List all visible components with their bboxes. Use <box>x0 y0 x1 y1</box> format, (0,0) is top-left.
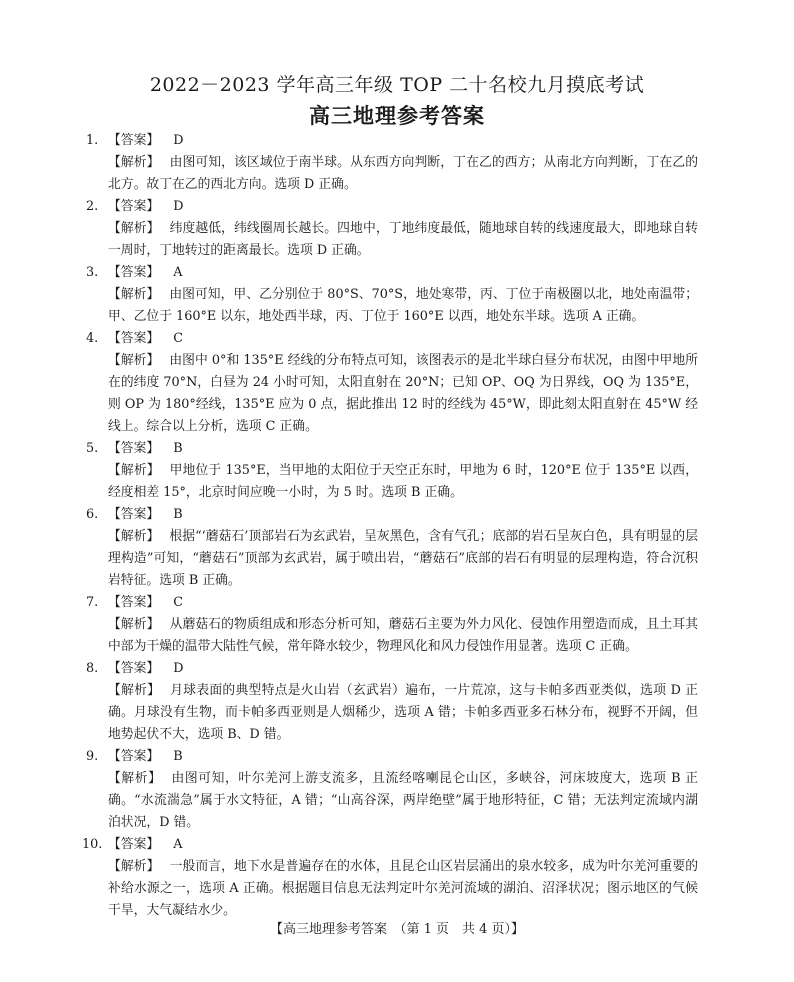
question-item <box>86 658 698 746</box>
explanation-text: 从蘑菇石的物质组成和形态分析可知，蘑菇石主要为外力风化、侵蚀作用塑造而成，且土耳其中部为干燥的温带大陆性气候，常年降水较少，物理风化和风力侵蚀作用显著。选项 C 正确。 <box>108 617 699 654</box>
explanation <box>108 284 698 328</box>
answer-line <box>86 196 698 218</box>
exam-title: 2022－2023 学年高三年级 TOP 二十名校九月摸底考试 <box>149 74 645 96</box>
answer-choice: C <box>173 595 183 610</box>
explanation-text: 由图可知，叶尔羌河上游支流多，且流经喀喇昆仑山区，多峡谷，河床坡度大，选项 B 正确。“水流湍急”属于水文特征，A 错；“山高谷深，两岸绝壁”属于地形特征，C 错；无法判定流域内湖泊状况，D 错。 <box>108 771 698 830</box>
answer-tag: 【答案】 <box>108 441 160 456</box>
explanation <box>108 460 698 504</box>
question-item <box>86 130 699 196</box>
question-number: 4. <box>86 331 99 346</box>
page-header <box>0 72 794 131</box>
question-item <box>86 592 699 658</box>
explain-tag: 【解析】 <box>108 287 160 302</box>
explanation-text: 月球表面的典型特点是火山岩（玄武岩）遍布，一片荒凉，这与卡帕多西亚类似，选项 D 正确。月球没有生物，而卡帕多西亚则是人烟稀少，选项 A 错；卡帕多西亚多石林分布，视野不开阔，但地势起伏不大，选项 B、D 错。 <box>108 683 698 742</box>
question-item <box>86 328 698 438</box>
answer-line <box>86 504 698 526</box>
question-number: 2. <box>86 199 99 214</box>
explain-tag: 【解析】 <box>108 529 160 544</box>
answer-tag: 【答案】 <box>108 749 160 764</box>
explanation <box>108 614 698 658</box>
answer-tag: 【答案】 <box>108 133 160 148</box>
explanation <box>108 152 698 196</box>
page-footer: 【高三地理参考答案 （第 1 页 共 4 页）】 <box>269 922 525 937</box>
answer-tag: 【答案】 <box>108 595 160 610</box>
explanation <box>108 218 698 262</box>
question-item <box>82 834 699 922</box>
answer-line <box>86 130 698 152</box>
question-number: 5. <box>86 441 99 456</box>
explanation-text: 由图可知，甲、乙分别位于 80°S、70°S，地处寒带，丙、丁位于南极圈以北，地处南温带；甲、乙位于 160°E 以东，地处西半球，丙、丁位于 160°E 以西，地处东半球。选项 A 正确。 <box>108 287 699 324</box>
question-item <box>86 438 699 504</box>
explanation <box>108 350 698 438</box>
answer-choice: A <box>173 265 183 280</box>
answer-choice: B <box>173 507 183 522</box>
explain-tag: 【解析】 <box>108 353 160 368</box>
answer-line <box>86 328 698 350</box>
explanation-text: 由图可知，该区域位于南半球。从东西方向判断，丁在乙的西方；从南北方向判断，丁在乙的北方。故丁在乙的西北方向。选项 D 正确。 <box>108 155 699 192</box>
answer-line <box>82 834 698 856</box>
question-number: 10. <box>82 837 103 852</box>
explanation <box>108 768 698 834</box>
question-number: 8. <box>86 661 99 676</box>
answer-tag: 【答案】 <box>108 265 160 280</box>
question-item <box>86 746 698 834</box>
answer-tag: 【答案】 <box>108 199 160 214</box>
question-item <box>86 196 699 262</box>
answer-tag: 【答案】 <box>108 661 160 676</box>
answer-list <box>82 130 699 922</box>
answer-line <box>86 746 698 768</box>
answer-line <box>86 592 698 614</box>
explain-tag: 【解析】 <box>108 463 160 478</box>
answer-tag: 【答案】 <box>108 331 160 346</box>
explain-tag: 【解析】 <box>108 155 160 170</box>
answer-choice: D <box>173 199 184 214</box>
explain-tag: 【解析】 <box>108 683 161 698</box>
answer-choice: B <box>173 749 183 764</box>
answer-line <box>86 438 698 460</box>
explanation-text: 由图中 0°和 135°E 经线的分布特点可知，该图表示的是北半球白昼分布状况，由图中甲地所在的纬度 70°N，白昼为 24 小时可知，太阳直射在 20°N；已知 OP、OQ 为日界线，OQ 为 135°E，则 OP 为 180°经线，135°E 应为 0 点，据此推出 12 时的经线为 45°W，即此刻太阳直射在 45°W 经线上。综合以上分析，选项 C 正确。 <box>108 353 698 434</box>
question-number: 1. <box>86 133 99 148</box>
question-number: 7. <box>86 595 99 610</box>
question-item <box>86 262 699 328</box>
answer-tag: 【答案】 <box>108 837 160 852</box>
explanation-text: 甲地位于 135°E，当甲地的太阳位于天空正东时，甲地为 6 时，120°E 位于 135°E 以西，经度相差 15°，北京时间应晚一小时，为 5 时。选项 B 正确。 <box>108 463 699 500</box>
answer-choice: D <box>173 661 184 676</box>
question-item <box>86 504 698 592</box>
answer-line <box>86 262 698 284</box>
explanation <box>108 526 698 592</box>
explain-tag: 【解析】 <box>108 771 162 786</box>
explanation-text: 根据“‘蘑菇石’顶部岩石为玄武岩，呈灰黑色，含有气孔；底部的岩石呈灰白色，具有明显的层理构造”可知，“蘑菇石”顶部为玄武岩，属于喷出岩，“蘑菇石”底部的岩石有明显的层理构造，符合沉积岩特征。选项 B 正确。 <box>108 529 698 588</box>
explanation-text: 纬度越低，纬线圈周长越长。四地中，丁地纬度最低，随地球自转的线速度最大，即地球自转一周时，丁地转过的距离最长。选项 D 正确。 <box>108 221 699 258</box>
answer-choice: D <box>173 133 184 148</box>
document-title: 高三地理参考答案 <box>309 104 485 128</box>
answer-choice: A <box>173 837 183 852</box>
question-number: 3. <box>86 265 99 280</box>
explain-tag: 【解析】 <box>108 221 160 236</box>
answer-line <box>86 658 698 680</box>
explanation <box>108 680 698 746</box>
question-number: 9. <box>86 749 99 764</box>
answer-tag: 【答案】 <box>108 507 160 522</box>
answer-choice: B <box>173 441 183 456</box>
explanation-text: 一般而言，地下水是普遍存在的水体，且昆仑山区岩层涌出的泉水较多，成为叶尔羌河重要的补给水源之一，选项 A 正确。根据题目信息无法判定叶尔羌河流域的湖泊、沼泽状况；图示地区的气候干旱，大气凝结水少。 <box>108 859 699 918</box>
answer-choice: C <box>173 331 183 346</box>
explain-tag: 【解析】 <box>108 859 160 874</box>
explain-tag: 【解析】 <box>108 617 160 632</box>
question-number: 6. <box>86 507 99 522</box>
explanation <box>108 856 698 922</box>
